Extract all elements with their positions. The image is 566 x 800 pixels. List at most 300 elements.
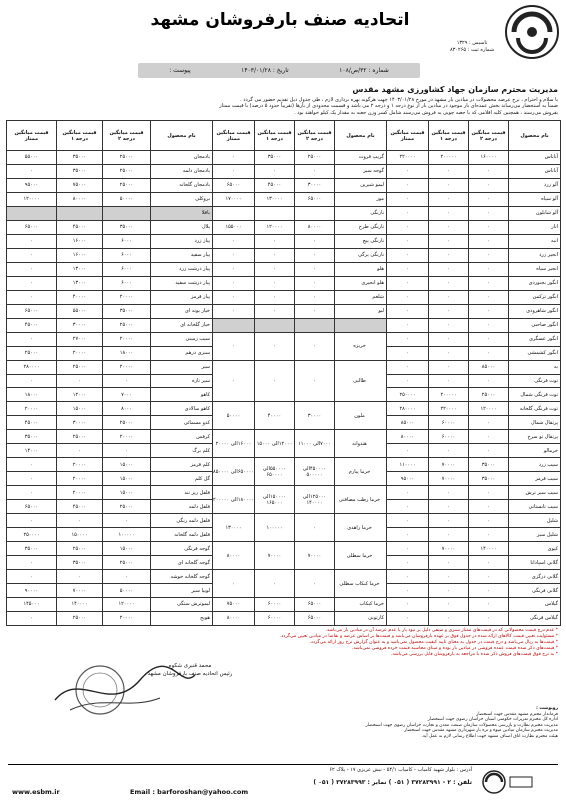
price-cell: ۱۰۰۰۰۰ xyxy=(255,514,295,542)
note-line: * قیمت‌ها به ریال می‌باشد و درج قیمت در جدول به معنای تایید کیفیت محصول نمی‌باشد و به عنوان گزارش نرخ روز ارائه می‌گردد. xyxy=(309,640,558,645)
price-cell: ۱۲۰۰۰۰ xyxy=(255,220,295,234)
price-cell xyxy=(7,206,57,220)
product-name-cell: پیاز درشت سفید xyxy=(151,276,213,290)
price-cell: ۰ xyxy=(255,164,295,178)
product-name-cell: گل کلم xyxy=(151,472,213,486)
header-product-name: نام محصول xyxy=(335,121,387,151)
price-cell: ۰ xyxy=(469,192,509,206)
note-line: * عدم درج قیمت محصولاتی که در قیمت‌های ممتاز سبزی و صیفی دلیل بر نبود بار یا عدم عرضه آن در میادین بار می‌باشد. xyxy=(325,628,558,633)
table-row xyxy=(7,234,561,248)
price-cell: ۰ xyxy=(429,290,469,304)
price-cell: ۰ xyxy=(213,164,255,178)
price-cell: ۲۵۰۰۰ xyxy=(295,151,335,165)
price-cell: ۰ xyxy=(7,611,57,625)
price-cell: ۰ xyxy=(387,584,429,598)
product-name-cell: سیب زمینی xyxy=(151,332,213,346)
price-cell: ۰ xyxy=(213,570,255,598)
price-cell: ۰ xyxy=(469,584,509,598)
price-cell: ۰ xyxy=(429,276,469,290)
table-row xyxy=(7,304,561,318)
price-cell: ۰ xyxy=(255,262,295,276)
price-cell: ۹۰۰۰۰ xyxy=(7,584,57,598)
price-cell: ۰ xyxy=(387,164,429,178)
organization-title: اتحادیه صنف بارفروشان مشهد xyxy=(150,10,410,30)
table-row xyxy=(7,598,561,612)
price-cell: ۶۰۰۰۰ xyxy=(255,611,295,625)
price-cell: ۰ xyxy=(387,486,429,500)
price-cell: ۲۵۰۰۰ xyxy=(103,416,151,430)
price-cell: ۷۰۰۰۰ xyxy=(429,542,469,556)
price-cell: ۰ xyxy=(387,556,429,570)
price-cell: ۰ xyxy=(429,304,469,318)
footer-website-link[interactable]: www.esbm.ir xyxy=(12,788,60,796)
product-name-cell: خرمالو xyxy=(509,444,561,458)
price-cell: ۴۵۰۰۰ xyxy=(7,318,57,332)
price-cell: ۰ xyxy=(429,318,469,332)
price-cell: ۱۵۰۰۰ xyxy=(103,486,151,500)
product-name-cell: پرتقال شمال xyxy=(509,416,561,430)
price-cell: ۰ xyxy=(387,500,429,514)
price-cell: ۰ xyxy=(7,164,57,178)
product-name-cell: فلفل ریز تند xyxy=(151,486,213,500)
price-cell: ۰ xyxy=(469,248,509,262)
price-cell: ۵۰۰۰۰ xyxy=(103,192,151,206)
price-cell: ۳۵۰۰۰ xyxy=(7,430,57,444)
note-line: * به نرخ فوق قیمت‌های فروش ذکر شده با مراجعه به بارفروشان قابل بررسی می‌باشد. xyxy=(391,652,558,657)
product-name-cell: هلو xyxy=(335,262,387,276)
recipient-line: مدیریت محترم سازمان جهاد کشاورزی مشهد مقدس xyxy=(352,85,558,94)
product-name-cell: گلابی درگزی xyxy=(509,570,561,584)
price-cell: ۰ xyxy=(7,556,57,570)
product-name-cell: انبه xyxy=(509,234,561,248)
price-cell: ۲۸۰۰۰۰ xyxy=(387,402,429,416)
price-cell: ۸۵۰۰۰ xyxy=(387,416,429,430)
price-cell: ۰ xyxy=(213,151,255,165)
product-name-cell: به xyxy=(509,360,561,374)
price-cell: ۰ xyxy=(387,262,429,276)
price-cell: ۰ xyxy=(255,248,295,262)
ref-number: ۳۲/ص/۱۰۸ xyxy=(339,67,367,74)
price-cell: ۳۰۰۰۰ xyxy=(57,318,103,332)
price-cell: ۴۵۰۰۰ xyxy=(7,416,57,430)
price-cell: ۰ xyxy=(387,332,429,346)
price-cell: ۰ xyxy=(7,514,57,528)
product-name-cell: لوبیا سبز xyxy=(151,584,213,598)
price-cell: ۰ xyxy=(57,374,103,388)
header-price-grade2: قیمت میانگین درجه ۲ xyxy=(103,121,151,151)
notes-block xyxy=(8,628,558,658)
price-cell: ۲۵۰۰۰ xyxy=(103,318,151,332)
price-cell: ۰ xyxy=(387,206,429,220)
product-name-cell: خیار بوته ای xyxy=(151,304,213,318)
price-cell: ۲۵۰۰۰ xyxy=(103,151,151,165)
price-cell: ۶۵۰۰۰ xyxy=(295,192,335,206)
product-name-cell: کلم برگ xyxy=(151,444,213,458)
note-line: * مسئولیت تعیین قیمت کالاهای ارائه شده در جدول فوق بر عهده بارفروشان می‌باشد و قیمت‌ها بر اساس عرضه و تقاضا در میادین تعیین می‌گردد. xyxy=(279,634,558,639)
price-table xyxy=(6,120,561,626)
price-cell: ۶۰۰۰۰ xyxy=(255,598,295,612)
price-cell: ۰ xyxy=(387,528,429,542)
price-cell: ۰ xyxy=(387,346,429,360)
price-cell: ۷۰۰۰۰ xyxy=(295,542,335,570)
product-name-cell: پیاز درشت زرد xyxy=(151,262,213,276)
product-name-cell: انجیر سیاه xyxy=(509,262,561,276)
price-cell: ۹۵۰۰۰ xyxy=(7,178,57,192)
product-name-cell: ملون xyxy=(335,402,387,430)
price-cell xyxy=(255,318,295,332)
footer-logo-icon xyxy=(480,768,536,796)
price-cell: ۳۰۰۰۰ xyxy=(295,178,335,192)
price-cell: ۰ xyxy=(295,248,335,262)
price-cell: ۰ xyxy=(469,220,509,234)
price-cell: ۱۵۰۰۰ xyxy=(103,472,151,486)
price-cell: ۲۰۰۰۰ xyxy=(103,332,151,346)
price-cell: ۱۲۰۰۰ xyxy=(57,388,103,402)
product-name-cell: فلفل دلمه گلخانه xyxy=(151,528,213,542)
price-cell: ۶۵۰۰۰ xyxy=(7,220,57,234)
table-row xyxy=(7,192,561,206)
price-cell: ۶۰۰۰ xyxy=(103,276,151,290)
price-cell: ۰ xyxy=(295,360,335,402)
product-name-cell: خربزه xyxy=(335,332,387,360)
price-cell: ۸۰۰۰۰ xyxy=(213,542,255,570)
price-cell: ۲۰۰۰۰ xyxy=(103,430,151,444)
price-cell xyxy=(295,206,335,220)
product-name-cell: شلیل سبز xyxy=(509,528,561,542)
price-cell: ۰ xyxy=(255,276,295,290)
price-cell: ۰ xyxy=(469,178,509,192)
copy-line: مدیریت محترم سازمان میادین میوه و تره بار شهرداری مشهد مقدس جهت استحضار xyxy=(404,728,558,734)
price-cell: ۷۰۰۰۰ xyxy=(255,542,295,570)
price-cell: ۱۴۵۰۰۰ xyxy=(7,598,57,612)
product-name-cell: نارنگی پیچ xyxy=(335,234,387,248)
price-cell: ۶۵۰۰۰ xyxy=(7,304,57,318)
product-name-cell: بلال xyxy=(151,220,213,234)
price-cell: ۵۵۰۰۰۰الی ۶۵۰۰۰۰ xyxy=(255,458,295,486)
footer-divider xyxy=(8,764,558,765)
price-cell: ۳۵۰۰۰ xyxy=(255,151,295,165)
price-cell: ۰ xyxy=(7,486,57,500)
attachment-label: پیوست : xyxy=(169,67,191,74)
price-cell: ۲۰۰۰۰ xyxy=(57,486,103,500)
price-cell: ۳۵۰۰۰ xyxy=(57,164,103,178)
product-name-cell: هلو انجیری xyxy=(335,276,387,290)
price-cell: ۰ xyxy=(469,164,509,178)
price-cell: ۰ xyxy=(387,290,429,304)
price-cell: ۰ xyxy=(429,360,469,374)
header-price-premium: قیمت میانگین ممتاز xyxy=(213,121,255,151)
price-cell: ۲۲۰۰۰۰ xyxy=(387,151,429,165)
price-cell: ۰ xyxy=(213,276,255,290)
price-cell: ۰ xyxy=(255,360,295,402)
product-name-cell: بادمجان گلخانه xyxy=(151,178,213,192)
price-cell: ۲۰۰۰۰ xyxy=(103,290,151,304)
product-name-cell: لیموترش سنگی xyxy=(151,598,213,612)
price-cell: ۴۰۰۰۰ xyxy=(255,402,295,430)
product-name-cell: آلو سیاه xyxy=(509,192,561,206)
price-cell: ۰ xyxy=(469,206,509,220)
reference-bar xyxy=(138,63,420,78)
price-cell: ۰ xyxy=(213,304,255,318)
price-cell: ۸۰۰۰۰ xyxy=(57,192,103,206)
price-cell: ۳۵۰۰۰ xyxy=(469,472,509,486)
price-cell: ۱۲۵۰۰۰الی ۱۴۰۰۰۰ xyxy=(295,486,335,514)
price-cell: ۰ xyxy=(255,304,295,318)
price-cell: ۲۵۰۰۰ xyxy=(103,178,151,192)
price-cell: ۷۰۰۰ xyxy=(103,388,151,402)
product-name-cell: هندوانه xyxy=(335,430,387,458)
price-cell: ۲۵۰۰۰ xyxy=(469,388,509,402)
price-cell: ۱۲۰۰۰۰ xyxy=(103,598,151,612)
product-name-cell: آناناس xyxy=(509,164,561,178)
price-cell: ۰ xyxy=(469,570,509,584)
price-cell: ۷۰۰۰۰ xyxy=(429,472,469,486)
price-cell: ۰ xyxy=(295,234,335,248)
price-cell: ۲۰۰۰۰ xyxy=(57,472,103,486)
product-name-cell: گوجه سبز xyxy=(335,164,387,178)
price-cell: ۱۴۰۰۰ xyxy=(7,444,57,458)
price-cell: ۳۵۰۰۰ xyxy=(469,458,509,472)
price-cell: ۰ xyxy=(213,262,255,276)
price-cell: ۰ xyxy=(387,360,429,374)
price-cell: ۱۶۰۰۰ xyxy=(57,248,103,262)
ref-number-group xyxy=(339,67,389,74)
footer xyxy=(0,764,566,800)
header-product-name: نام محصول xyxy=(509,121,561,151)
price-cell: ۰ xyxy=(469,374,509,388)
price-cell: ۵۰۰۰۰ xyxy=(213,402,255,430)
price-cell: ۰ xyxy=(255,570,295,598)
product-name-cell: انگور ترکمن xyxy=(509,290,561,304)
price-cell: ۲۵۰۰۰ xyxy=(57,360,103,374)
price-cell: ۰ xyxy=(295,276,335,290)
price-cell: ۰ xyxy=(429,164,469,178)
price-cell: ۱۲۰۰۰الی ۱۵۰۰۰ xyxy=(255,430,295,458)
product-name-cell: گیلاس فرنگی xyxy=(509,611,561,625)
price-cell: ۰ xyxy=(429,611,469,625)
price-cell: ۷۰۰۰۰ xyxy=(429,458,469,472)
product-name-cell: پیاز زرد xyxy=(151,234,213,248)
price-cell: ۰ xyxy=(295,304,335,318)
product-name-cell: لبو xyxy=(335,304,387,318)
price-cell: ۰ xyxy=(469,304,509,318)
price-cell: ۰ xyxy=(429,444,469,458)
price-cell: ۶۵۰۰۰ xyxy=(295,611,335,625)
price-cell: ۰ xyxy=(57,514,103,528)
footer-email-link[interactable]: Email : barforoshan@yahoo.com xyxy=(130,788,249,796)
price-cell: ۰ xyxy=(429,332,469,346)
price-cell xyxy=(255,206,295,220)
price-cell: ۰ xyxy=(387,514,429,528)
price-cell: ۶۰۰۰۰ xyxy=(429,416,469,430)
price-cell: ۲۰۰۰۰۰ xyxy=(429,388,469,402)
price-cell: ۰ xyxy=(429,192,469,206)
price-cell: ۱۲۰۰۰۰ xyxy=(7,192,57,206)
price-cell: ۰ xyxy=(7,332,57,346)
copy-line: اداره کل محترم تعزیرات حکومتی استان خراسان رضوی جهت استحضار xyxy=(427,717,558,723)
price-cell: ۰ xyxy=(469,444,509,458)
product-name-cell: فلفل دلمه رنگی xyxy=(151,514,213,528)
product-name-cell: سیب زرد xyxy=(509,458,561,472)
date-label: تاریخ : xyxy=(272,67,289,74)
table-row xyxy=(7,611,561,625)
signatory-name: محمد قنبری شکوه xyxy=(168,663,212,669)
price-cell: ۶۰۰۰ xyxy=(103,248,151,262)
price-cell: ۴۵۰۰۰ xyxy=(57,500,103,514)
product-name-cell: گوجه گلخانه خوشه xyxy=(151,570,213,584)
product-name-cell: بادمجان xyxy=(151,151,213,165)
product-name-cell: باقلا xyxy=(151,206,213,220)
product-name-cell: انار xyxy=(509,220,561,234)
copies-heading: رونوشت : xyxy=(536,706,558,711)
union-logo-icon xyxy=(504,4,560,60)
price-cell: ۸۰۰۰۰ xyxy=(295,220,335,234)
price-cell: ۰ xyxy=(469,500,509,514)
price-cell: ۰ xyxy=(429,598,469,612)
product-name-cell: انگور صاحبی xyxy=(509,318,561,332)
price-cell: ۱۵۵۰۰۰ xyxy=(213,220,255,234)
price-cell: ۸۰۰۰۰ xyxy=(213,611,255,625)
price-cell: ۰ xyxy=(387,611,429,625)
price-cell: ۱۸۰۰۰ xyxy=(103,346,151,360)
product-name-cell: آلو شابلون xyxy=(509,206,561,220)
intro-line: بفروش می‌رسند ، همچنین کلیه اقلامی که با جعبه چوبی به فروش می‌رسند شامل کسر وزن جعبه به مقدار یک کیلو خواهند بود . xyxy=(294,109,558,116)
price-cell: ۰ xyxy=(469,234,509,248)
price-cell: ۱۵۰۰۰۰ xyxy=(57,528,103,542)
product-name-cell xyxy=(335,318,387,332)
price-cell: ۰ xyxy=(255,234,295,248)
header-price-grade1: قیمت میانگین درجه ۱ xyxy=(429,121,469,151)
price-cell: ۱۱۰۰۰۰ xyxy=(387,458,429,472)
header-price-grade2: قیمت میانگین درجه ۲ xyxy=(469,121,509,151)
price-cell: ۵۵۰۰۰ xyxy=(57,304,103,318)
price-cell: ۰ xyxy=(387,374,429,388)
price-cell: ۰ xyxy=(7,570,57,584)
price-cell: ۳۰۰۰۰ xyxy=(57,416,103,430)
price-cell: ۰ xyxy=(469,598,509,612)
price-cell: ۰ xyxy=(469,556,509,570)
price-cell: ۲۰۰۰۰ xyxy=(103,360,151,374)
price-cell: ۰ xyxy=(255,290,295,304)
product-name-cell: گیلاس xyxy=(509,598,561,612)
product-name-cell: پیاز قرمز xyxy=(151,290,213,304)
header-price-grade1: قیمت میانگین درجه ۱ xyxy=(255,121,295,151)
price-cell: ۲۵۰۰۰ xyxy=(7,346,57,360)
product-name-cell: انجیر زرد xyxy=(509,248,561,262)
price-cell: ۲۷۰۰۰ xyxy=(57,332,103,346)
table-row xyxy=(7,220,561,234)
product-name-cell: آلو زرد xyxy=(509,178,561,192)
price-cell: ۳۵۰۰۰ xyxy=(103,304,151,318)
price-cell: ۱۴۰۰۰۰ xyxy=(57,598,103,612)
table-row xyxy=(7,276,561,290)
table-row xyxy=(7,164,561,178)
price-cell: ۸۵۰۰۰ xyxy=(469,360,509,374)
price-cell: ۰ xyxy=(429,374,469,388)
price-cell: ۰ xyxy=(429,178,469,192)
copies-block xyxy=(228,706,558,740)
price-cell: ۴۵۰۰۰۰الی ۵۰۰۰۰۰ xyxy=(295,458,335,486)
price-cell: ۰ xyxy=(429,262,469,276)
price-cell: ۸۰۰۰۰ xyxy=(387,430,429,444)
price-cell: ۰ xyxy=(429,528,469,542)
product-name-cell: نارنگی طرح xyxy=(335,220,387,234)
product-name-cell: لیمو شیرین xyxy=(335,178,387,192)
product-name-cell: گریپ فروت xyxy=(335,151,387,165)
price-cell: ۲۵۰۰۰۰ xyxy=(7,528,57,542)
price-cell: ۰ xyxy=(387,542,429,556)
price-cell: ۲۲۰۰۰۰ xyxy=(429,402,469,416)
price-cell: ۱۶۰۰۰ xyxy=(57,234,103,248)
price-cell: ۰ xyxy=(295,570,335,598)
price-cell: ۱۸۰۰۰۰الی ۲۰۰۰۰۰ xyxy=(213,486,255,514)
price-cell: ۰ xyxy=(103,374,151,388)
product-name-cell: سیر تازه xyxy=(151,374,213,388)
table-row xyxy=(7,318,561,332)
product-name-cell: هویج xyxy=(151,611,213,625)
product-name-cell: گلابی اسپادانا xyxy=(509,556,561,570)
price-cell: ۰ xyxy=(103,570,151,584)
product-name-cell: سیب قرمز xyxy=(509,472,561,486)
product-name-cell: گلابی فرنگی xyxy=(509,584,561,598)
price-cell: ۶۰۰۰ xyxy=(103,262,151,276)
price-cell: ۳۵۰۰۰ xyxy=(57,151,103,165)
price-cell: ۶۵۰۰۰۰الی ۸۵۰۰۰۰ xyxy=(213,458,255,486)
footer-phone: تلفن : ۲ - ۳۷۲۸۳۹۹۱ ( ۰۵۱ ) نمابر : ۳۷۲۸۳۹۹۳ ( ۰۵۱ ) xyxy=(313,779,472,786)
product-name-cell: نارنگی برگی xyxy=(335,248,387,262)
price-cell: ۰ xyxy=(7,262,57,276)
price-cell: ۰ xyxy=(7,458,57,472)
product-name-cell: سیب سبز ترش xyxy=(509,486,561,500)
signatory xyxy=(120,662,260,678)
copy-line: فرماندار محترم مشهد مقدس جهت استحضار xyxy=(476,711,558,717)
price-cell: ۰ xyxy=(387,178,429,192)
product-name-cell: انگور شاهرودی xyxy=(509,304,561,318)
price-cell: ۲۰۰۰۰ xyxy=(103,611,151,625)
price-cell: ۰ xyxy=(469,262,509,276)
header-price-grade1: قیمت میانگین درجه ۱ xyxy=(57,121,103,151)
price-cell: ۳۰۰۰۰ xyxy=(295,402,335,430)
date-value: ۱۴۰۳/۰۱/۲۸ xyxy=(241,67,271,74)
product-name-cell: انگور بجنوردی xyxy=(509,276,561,290)
product-name-cell: نارنگی xyxy=(335,206,387,220)
price-cell: ۳۵۰۰۰ xyxy=(103,220,151,234)
intro-line: ضمناً به استحضار می‌رساند بخش عمده‌ای بار موجود در میادین بار از نوع درجه ۱ و درجه ۲ می باشد و قسمت محدودی از بارها (تقریباً حدود ۵ درصد) با قیمت ممتاز xyxy=(219,103,558,110)
price-cell: ۰ xyxy=(429,234,469,248)
price-cell xyxy=(103,206,151,220)
price-cell: ۱۶۰۰۰۰ xyxy=(469,151,509,165)
logo-registration-text: تاسیس : ۱۳۲۹ شماره ثبت : ۸۳۰۲۶۵ xyxy=(449,40,495,53)
price-cell: ۷۰۰۰۰ xyxy=(57,584,103,598)
price-cell: ۰ xyxy=(103,444,151,458)
price-cell: ۰ xyxy=(387,220,429,234)
price-cell: ۰ xyxy=(255,332,295,360)
price-cell: ۲۵۰۰۰ xyxy=(57,430,103,444)
price-cell: ۲۵۰۰۰ xyxy=(57,611,103,625)
product-name-cell: خرما کبکاب xyxy=(335,598,387,612)
price-cell: ۰ xyxy=(295,262,335,276)
product-name-cell: شلغم xyxy=(335,290,387,304)
price-cell: ۰ xyxy=(469,332,509,346)
price-cell: ۰ xyxy=(429,556,469,570)
product-name-cell: کاهو سالادی xyxy=(151,402,213,416)
footer-address: آدرس : بلوار شهید کامیاب - کامیاب ۵۴/۱ - نبش عزیزی ۱۷ - پلاک ۶۲ xyxy=(329,767,472,773)
price-cell: ۰ xyxy=(469,276,509,290)
header-product-name: نام محصول xyxy=(151,121,213,151)
note-line: * قیمت‌های ذکر شده قیمت عمده فروشی در میادین بار بوده و مبنای محاسبه قیمت خرده فروشی نمی‌باشد. xyxy=(352,646,558,651)
product-name-cell: موز xyxy=(335,192,387,206)
price-cell: ۱۵۰۰۰۰الی ۱۶۵۰۰۰ xyxy=(255,486,295,514)
